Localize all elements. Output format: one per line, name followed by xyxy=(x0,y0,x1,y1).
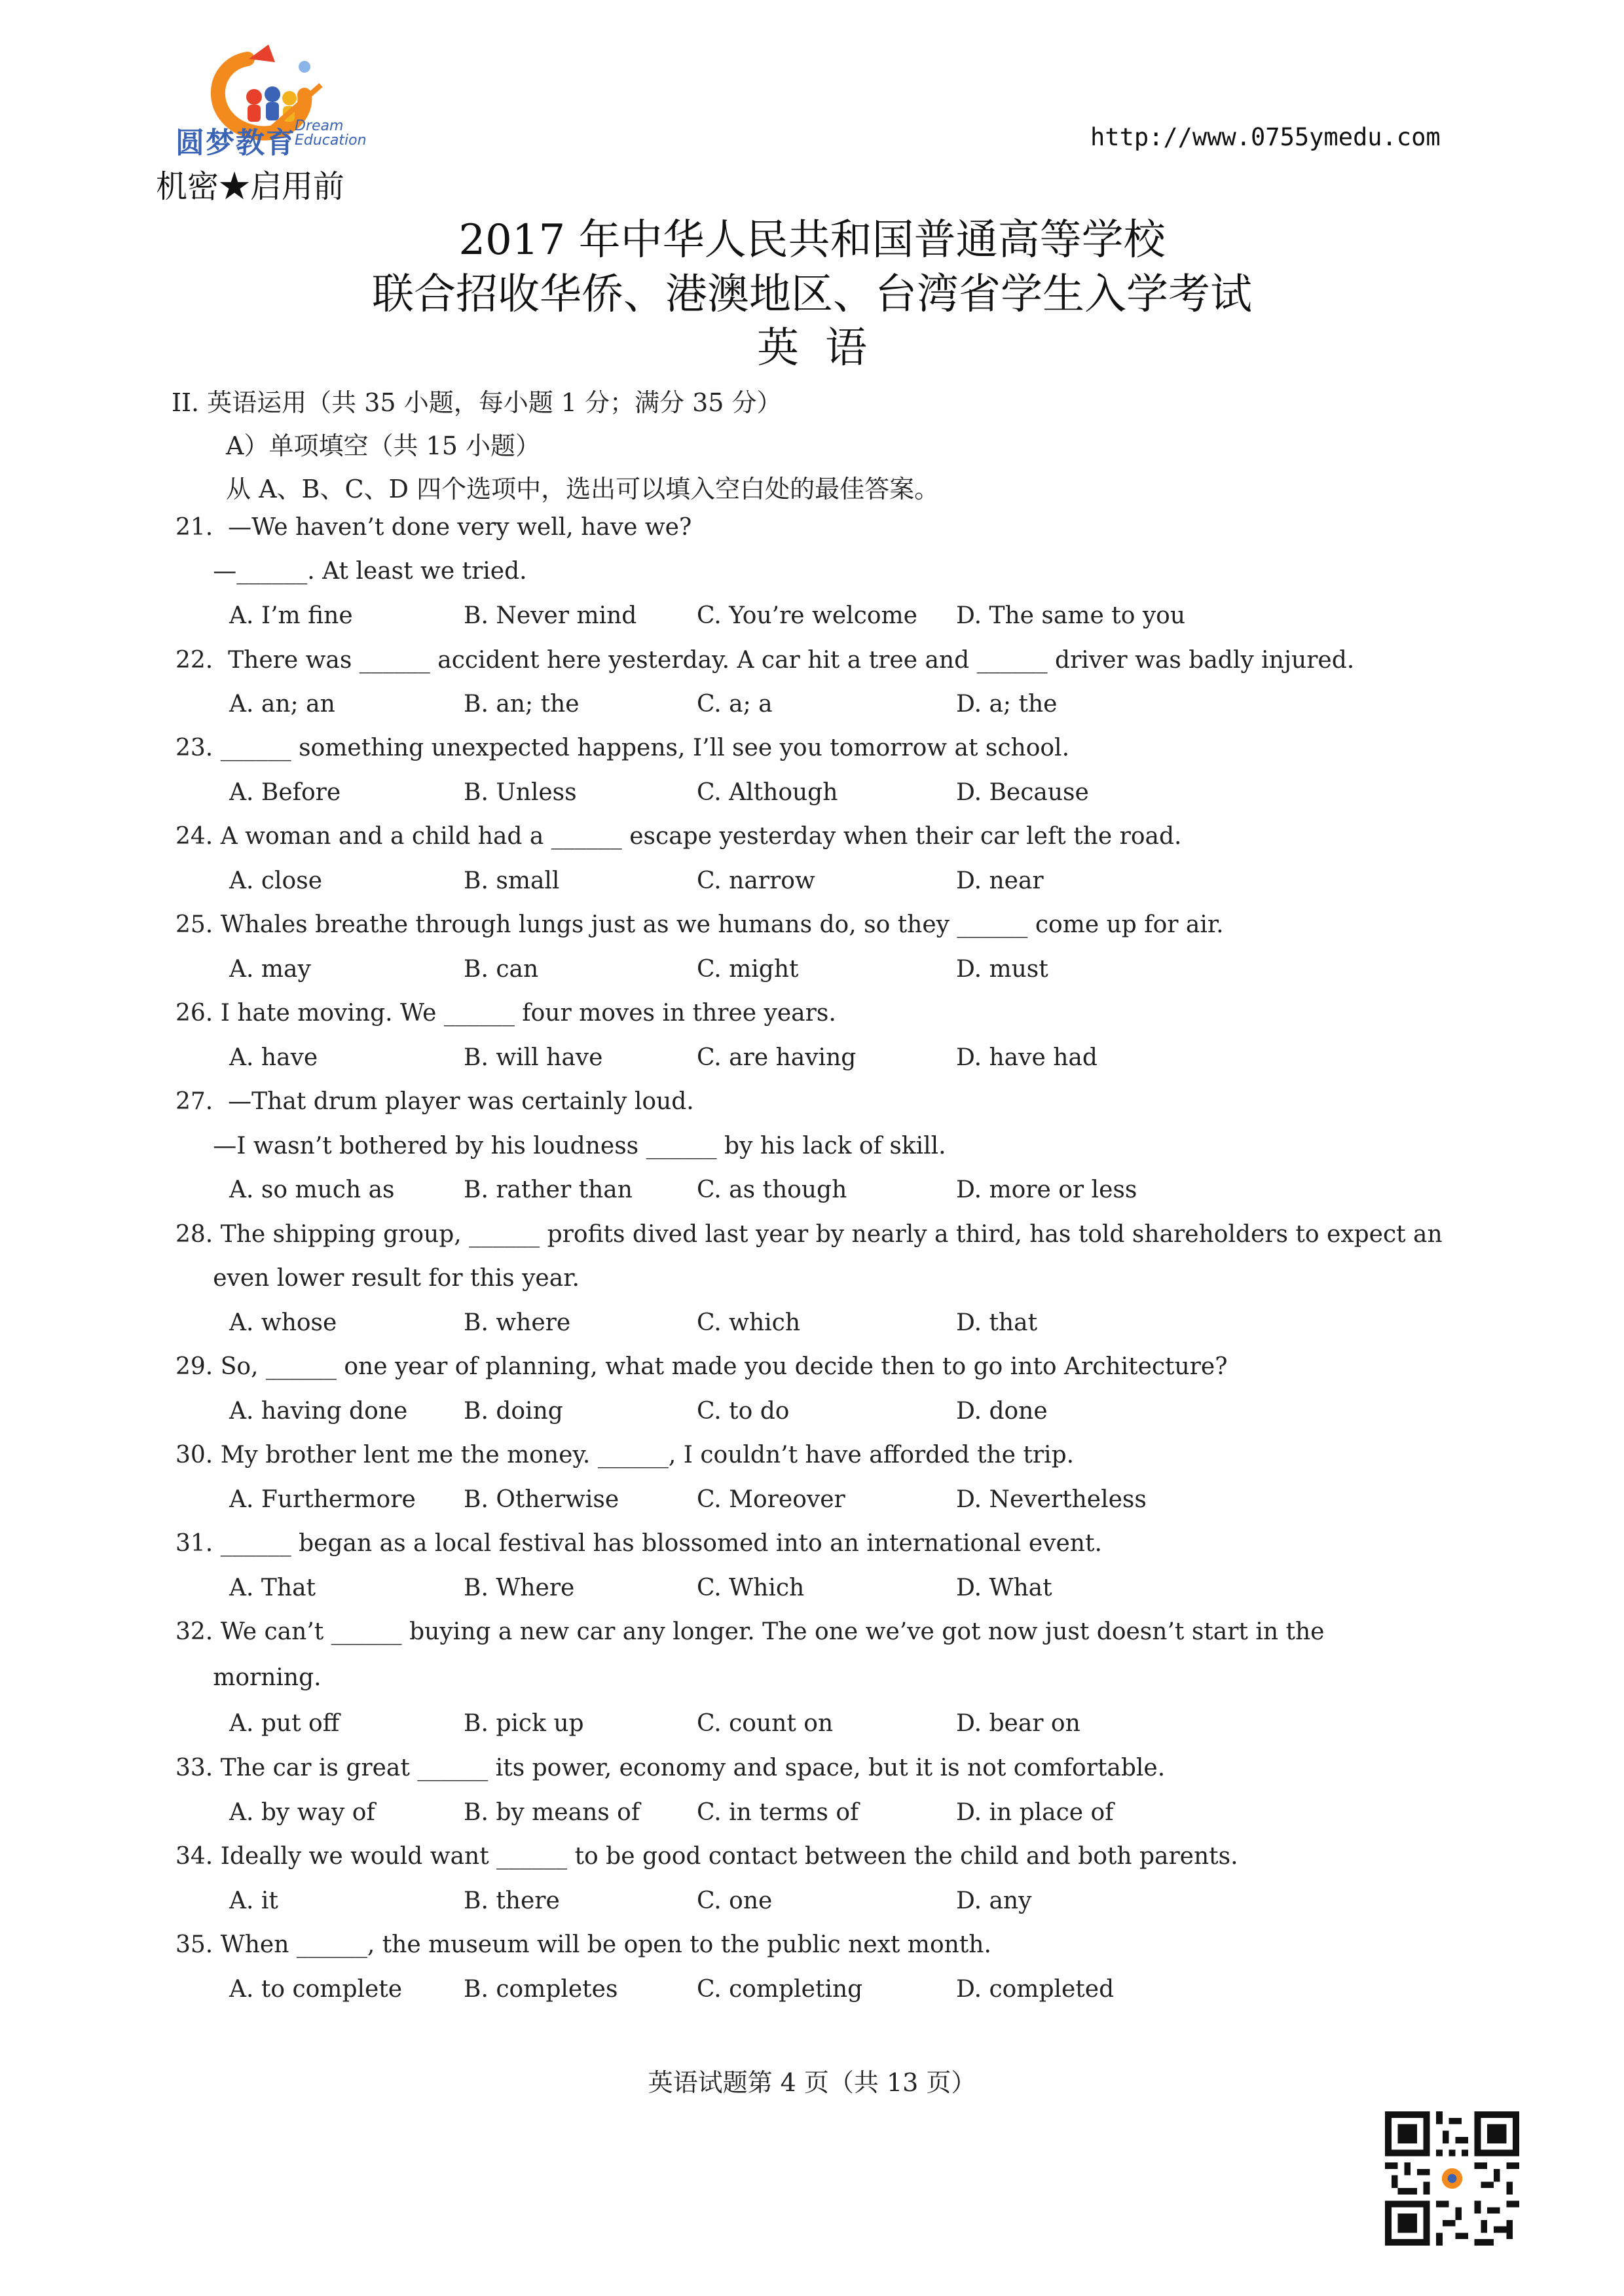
option-d: D. any xyxy=(956,1887,1032,1914)
question-line: 25. Whales breathe through lungs just as we humans do, so they ______ come up for air. xyxy=(175,911,1224,938)
option-d: D. completed xyxy=(956,1976,1115,2003)
option-a: A. by way of xyxy=(229,1799,375,1826)
option-a: A. close xyxy=(229,867,323,894)
option-d: D. a; the xyxy=(956,691,1058,718)
option-b: B. where xyxy=(464,1309,571,1336)
exam-title-line2: 联合招收华侨、港澳地区、台湾省学生入学考试 xyxy=(372,270,1252,319)
option-a: A. have xyxy=(229,1044,318,1071)
option-d: D. What xyxy=(956,1575,1052,1601)
option-b: B. rather than xyxy=(464,1176,633,1203)
option-b: B. Unless xyxy=(464,779,577,806)
option-a: A. That xyxy=(229,1575,316,1601)
option-a: A. I’m fine xyxy=(229,602,353,629)
exam-title-line1: 2017 年中华人民共和国普通高等学校 xyxy=(458,216,1166,264)
option-d: D. that xyxy=(956,1309,1038,1336)
option-d: D. done xyxy=(956,1398,1048,1425)
question-line: even lower result for this year. xyxy=(175,1265,580,1292)
question-line: 30. My brother lent me the money. ______, I couldn’t have afforded the trip. xyxy=(175,1442,1075,1468)
confidential-label: 机密★启用前 xyxy=(156,168,345,205)
option-a: A. whose xyxy=(229,1309,337,1336)
question-line: 26. I hate moving. We ______ four moves in three years. xyxy=(175,1000,836,1027)
option-d: D. The same to you xyxy=(956,602,1186,629)
question-line: 32. We can’t ______ buying a new car any longer. The one we’ve got now just doesn’t start in the xyxy=(175,1618,1325,1645)
option-c: C. are having xyxy=(697,1044,857,1071)
question-line: 31. ______ began as a local festival has blossomed into an international event. xyxy=(175,1530,1102,1557)
question-line: 22. There was ______ accident here yesterday. A car hit a tree and ______ driver was badly injured. xyxy=(175,647,1355,674)
option-d: D. in place of xyxy=(956,1799,1114,1826)
logo-en-line1: Dream xyxy=(295,118,344,134)
site-url: http://www.0755ymedu.com xyxy=(1090,123,1441,151)
option-a: A. it xyxy=(229,1887,278,1914)
exam-subject: 英语 xyxy=(757,324,893,373)
option-d: D. more or less xyxy=(956,1176,1137,1203)
question-line: —______. At least we tried. xyxy=(175,558,527,585)
question-line: 29. So, ______ one year of planning, what made you decide then to go into Architecture? xyxy=(175,1353,1228,1380)
page-footer: 英语试题第 4 页（共 13 页） xyxy=(648,2068,976,2097)
option-d: D. must xyxy=(956,956,1048,983)
question-line: 35. When ______, the museum will be open to the public next month. xyxy=(175,1931,991,1958)
option-a: A. Before xyxy=(229,779,341,806)
option-a: A. having done xyxy=(229,1398,408,1425)
question-line: 34. Ideally we would want ______ to be good contact between the child and both parents. xyxy=(175,1843,1238,1870)
question-line: 23. ______ something unexpected happens, I’ll see you tomorrow at school. xyxy=(175,735,1070,761)
section-instruction: 从 A、B、C、D 四个选项中，选出可以填入空白处的最佳答案。 xyxy=(226,475,940,503)
logo-en-line2: Education xyxy=(295,132,367,149)
option-b: B. doing xyxy=(464,1398,563,1425)
option-d: D. have had xyxy=(956,1044,1098,1071)
question-line: 21. —We haven’t done very well, have we? xyxy=(175,514,692,541)
option-b: B. small xyxy=(464,867,560,894)
option-c: C. to do xyxy=(697,1398,790,1425)
question-line: —I wasn’t bothered by his loudness ______ by his lack of skill. xyxy=(175,1133,946,1159)
option-d: D. Because xyxy=(956,779,1089,806)
option-c: C. count on xyxy=(697,1710,834,1737)
option-b: B. by means of xyxy=(464,1799,640,1826)
option-c: C. one xyxy=(697,1887,773,1914)
option-b: B. completes xyxy=(464,1976,618,2003)
option-c: C. Although xyxy=(697,779,838,806)
option-c: C. Which xyxy=(697,1575,805,1601)
option-c: C. which xyxy=(697,1309,801,1336)
section-subheading: A）单项填空（共 15 小题） xyxy=(226,431,540,460)
question-line: 27. —That drum player was certainly loud. xyxy=(175,1088,694,1115)
option-b: B. Never mind xyxy=(464,602,637,629)
qr-code-icon xyxy=(1385,2111,1519,2246)
question-line: 28. The shipping group, ______ profits dived last year by nearly a third, has told shareholders to expect an xyxy=(175,1221,1443,1248)
option-b: B. an; the xyxy=(464,691,580,718)
option-d: D. Nevertheless xyxy=(956,1486,1147,1513)
logo-text: 圆梦教育 xyxy=(175,126,296,160)
option-a: A. Furthermore xyxy=(229,1486,416,1513)
option-c: C. narrow xyxy=(697,867,815,894)
option-d: D. near xyxy=(956,867,1044,894)
option-d: D. bear on xyxy=(956,1710,1080,1737)
option-c: C. a; a xyxy=(697,691,773,718)
option-a: A. so much as xyxy=(229,1176,395,1203)
option-b: B. will have xyxy=(464,1044,603,1071)
option-b: B. Otherwise xyxy=(464,1486,619,1513)
option-c: C. in terms of xyxy=(697,1799,859,1826)
option-a: A. may xyxy=(229,956,311,983)
option-a: A. an; an xyxy=(229,691,335,718)
option-c: C. Moreover xyxy=(697,1486,845,1513)
option-b: B. can xyxy=(464,956,539,983)
section-heading: II. 英语运用（共 35 小题，每小题 1 分；满分 35 分） xyxy=(172,388,782,417)
logo-english-text xyxy=(295,119,367,148)
question-line: 24. A woman and a child had a ______ escape yesterday when their car left the road. xyxy=(175,823,1182,850)
option-b: B. there xyxy=(464,1887,560,1914)
option-a: A. put off xyxy=(229,1710,340,1737)
option-c: C. completing xyxy=(697,1976,863,2003)
option-b: B. pick up xyxy=(464,1710,584,1737)
question-line: 33. The car is great ______ its power, economy and space, but it is not comfortable. xyxy=(175,1755,1166,1781)
option-b: B. Where xyxy=(464,1575,575,1601)
option-a: A. to complete xyxy=(229,1976,403,2003)
question-line: morning. xyxy=(175,1664,322,1691)
option-c: C. as though xyxy=(697,1176,847,1203)
option-c: C. You’re welcome xyxy=(697,602,917,629)
option-c: C. might xyxy=(697,956,799,983)
